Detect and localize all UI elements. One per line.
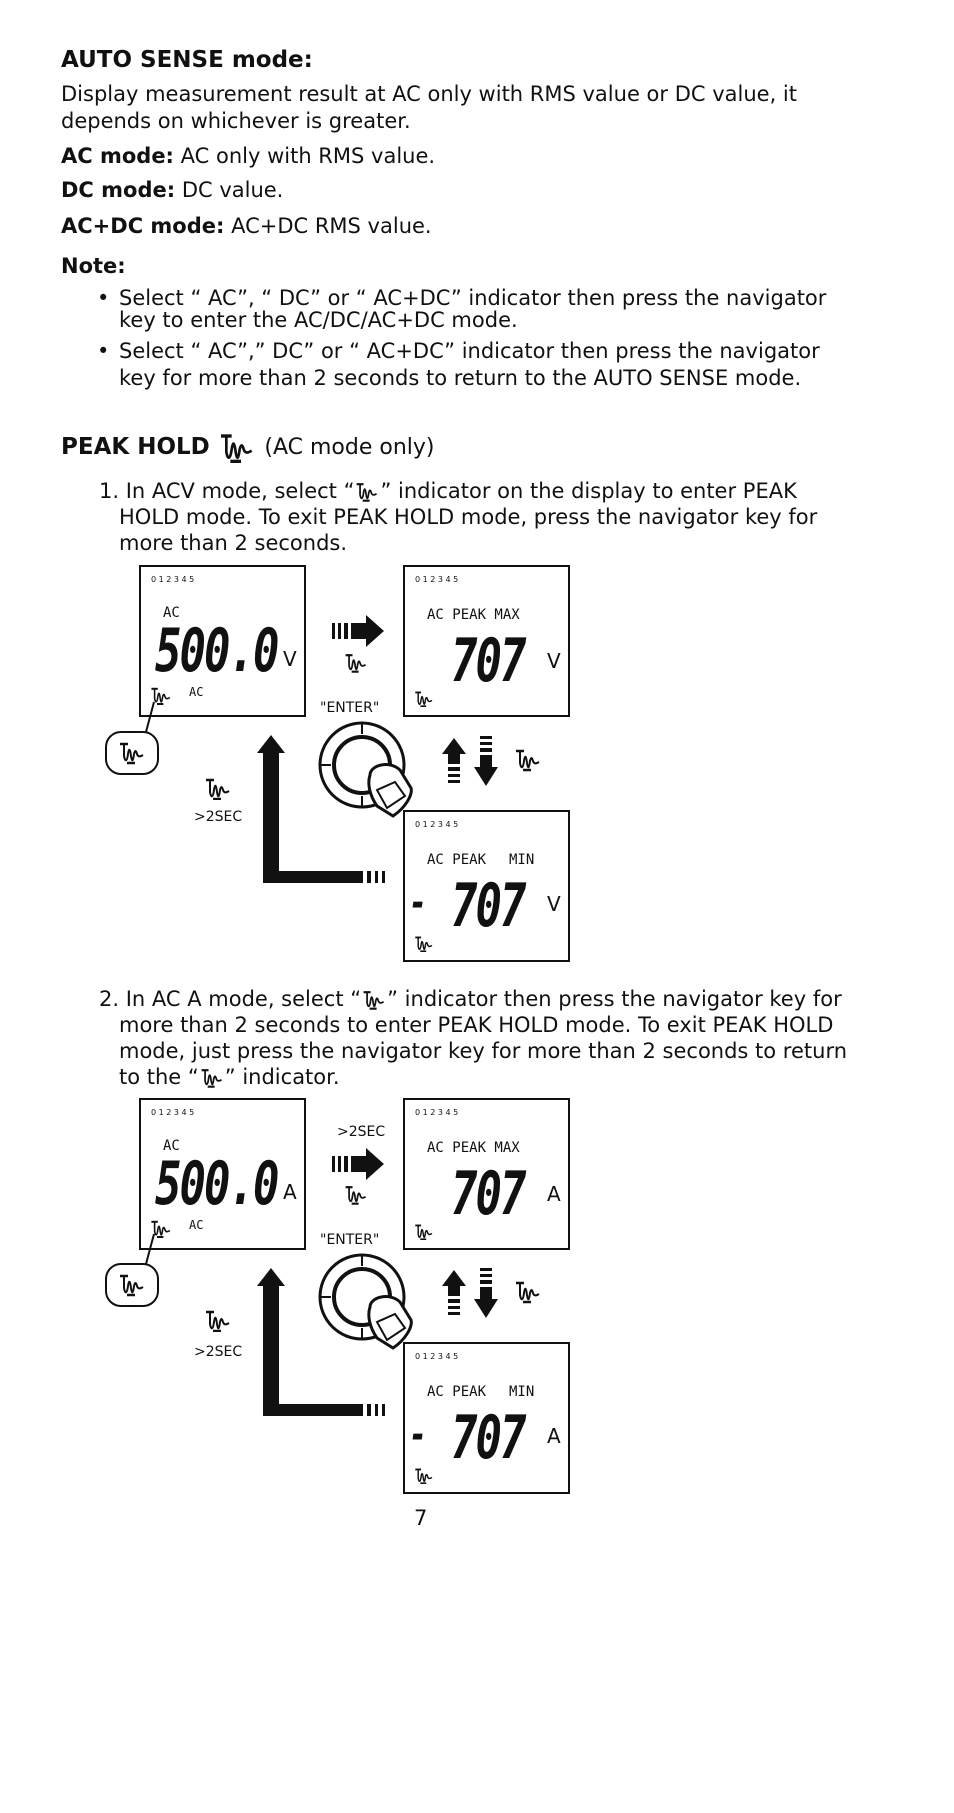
analog-scale: 0 1 2 3 4 5 [415,820,459,829]
lcd-peak-min-unit: V [547,892,561,916]
peak-hold-icon [413,936,435,952]
lcd-peak-min-reading: 707 [451,1404,525,1473]
peak-hold-icon [343,652,369,674]
up-down-arrows [440,734,506,790]
lcd-peak-min-label-b: MIN [509,852,535,868]
step2-text-4a: to the “ [119,1065,199,1089]
peak-hold-icon [413,1468,435,1484]
lcd-peak-max-reading: 707 [451,627,525,696]
peak-hold-icon [217,433,257,463]
acdc-mode-line [61,212,432,240]
peak-hold-icon [199,1068,225,1088]
auto-sense-desc-1: Display measurement result at AC only with RMS value or DC value, it [61,82,797,106]
return-arrow [255,735,395,895]
peak-hold-icon [513,1280,543,1304]
right-arrow [332,615,386,647]
ac-mode-label: AC mode: [61,144,174,168]
note-bullet-1 [119,287,826,331]
sec-label: >2SEC [194,1344,243,1360]
analog-scale: 0 1 2 3 4 5 [151,575,195,584]
page-number: 7 [414,1506,428,1530]
acdc-mode-text: AC+DC RMS value. [224,214,432,238]
lcd-unit: V [283,647,297,671]
lcd-ac-label: AC [163,605,180,621]
peak-hold-heading: PEAK HOLD [61,434,210,460]
lcd-peak-min-reading: 707 [451,872,525,941]
dc-mode-text: DC value. [175,178,284,202]
lcd-peak-min-label: AC PEAK [427,1384,487,1400]
callout-line [140,1232,160,1266]
return-arrow [255,1268,395,1428]
step2-text-b: ” indicator then press the navigator key for [387,987,842,1011]
step2-text-a: 2. In AC A mode, select “ [99,987,362,1011]
lcd-peak-max-label: AC PEAK MAX [427,1140,520,1156]
note-bullet-2 [119,338,820,392]
lcd-reading: 500.0 [155,1150,278,1219]
note-bullet-2-line-1: • Select “ AC”,” DC” or “ AC+DC” indicator then press the navigator [119,339,820,363]
lcd-ac-label: AC [163,1138,180,1154]
note-heading: Note: [61,254,126,278]
step2-line-3: mode, just press the navigator key for more than 2 seconds to return [119,1039,848,1063]
lcd-peak-max [403,565,570,717]
lcd-peak-max-label: AC PEAK MAX [427,607,520,623]
step1-line-1 [99,477,797,505]
step1-line-2: HOLD mode. To exit PEAK HOLD mode, press the navigator key for [119,505,818,529]
callout-line [140,700,160,734]
ac-mode-line [61,142,435,170]
step1-line-3: more than 2 seconds. [119,531,348,555]
lcd-peak-min-sign: - [409,880,426,928]
sec-label-top: >2SEC [337,1124,386,1140]
lcd-peak-min [403,810,570,962]
dc-mode-label: DC mode: [61,178,176,202]
lcd-peak-min-label-b: MIN [509,1384,535,1400]
lcd-ac-bottom: AC [189,1218,204,1232]
lcd-peak-min [403,1342,570,1494]
lcd-reading: 500.0 [155,617,278,686]
lcd-unit: A [283,1180,297,1204]
ac-mode-text: AC only with RMS value. [173,144,436,168]
analog-scale: 0 1 2 3 4 5 [151,1108,195,1117]
enter-label: "ENTER" [320,700,380,716]
lcd-peak-min-unit: A [547,1424,561,1448]
dc-mode-line [61,176,283,204]
peak-hold-suffix: (AC mode only) [264,435,435,460]
peak-hold-callout [105,1263,159,1307]
peak-hold-icon [117,741,147,765]
right-arrow [332,1148,386,1180]
peak-hold-icon [354,482,380,502]
lcd-peak-min-label: AC PEAK [427,852,487,868]
lcd-peak-max [403,1098,570,1250]
lcd-peak-max-unit: V [547,649,561,673]
auto-sense-heading: AUTO SENSE mode: [61,47,313,73]
peak-hold-icon [117,1273,147,1297]
peak-hold-icon [413,691,435,707]
analog-scale: 0 1 2 3 4 5 [415,575,459,584]
analog-scale: 0 1 2 3 4 5 [415,1352,459,1361]
step2-text-4b: ” indicator. [224,1065,340,1089]
step1-text-b: ” indicator on the display to enter PEAK [380,479,797,503]
step2-line-2: more than 2 seconds to enter PEAK HOLD mode. To exit PEAK HOLD [119,1013,834,1037]
auto-sense-desc-2: depends on whichever is greater. [61,109,411,133]
peak-hold-icon [413,1224,435,1240]
peak-hold-icon [203,1310,233,1332]
step2-line-4 [119,1063,340,1091]
note-bullet-2-line-2: key for more than 2 seconds to return to the AUTO SENSE mode. [119,366,802,390]
peak-hold-icon [513,748,543,772]
step1-text-a: 1. In ACV mode, select “ [99,479,355,503]
peak-hold-icon [343,1184,369,1206]
lcd-main [139,1098,306,1250]
peak-hold-icon [203,778,233,800]
note-bullet-1-line-2: key to enter the AC/DC/AC+DC mode. [119,308,518,332]
enter-label: "ENTER" [320,1232,380,1248]
sec-label: >2SEC [194,809,243,825]
lcd-peak-max-reading: 707 [451,1160,525,1229]
step2-line-1 [99,985,842,1013]
analog-scale: 0 1 2 3 4 5 [415,1108,459,1117]
peak-hold-icon [361,990,387,1010]
lcd-ac-bottom: AC [189,685,204,699]
lcd-peak-max-unit: A [547,1182,561,1206]
peak-hold-heading-line [61,430,434,465]
up-down-arrows [440,1266,506,1322]
acdc-mode-label: AC+DC mode: [61,214,225,238]
lcd-main [139,565,306,717]
lcd-peak-min-sign: - [409,1412,426,1460]
note-bullet-1-line-1: • Select “ AC”, “ DC” or “ AC+DC” indicator then press the navigator [119,286,827,310]
peak-hold-callout [105,731,159,775]
